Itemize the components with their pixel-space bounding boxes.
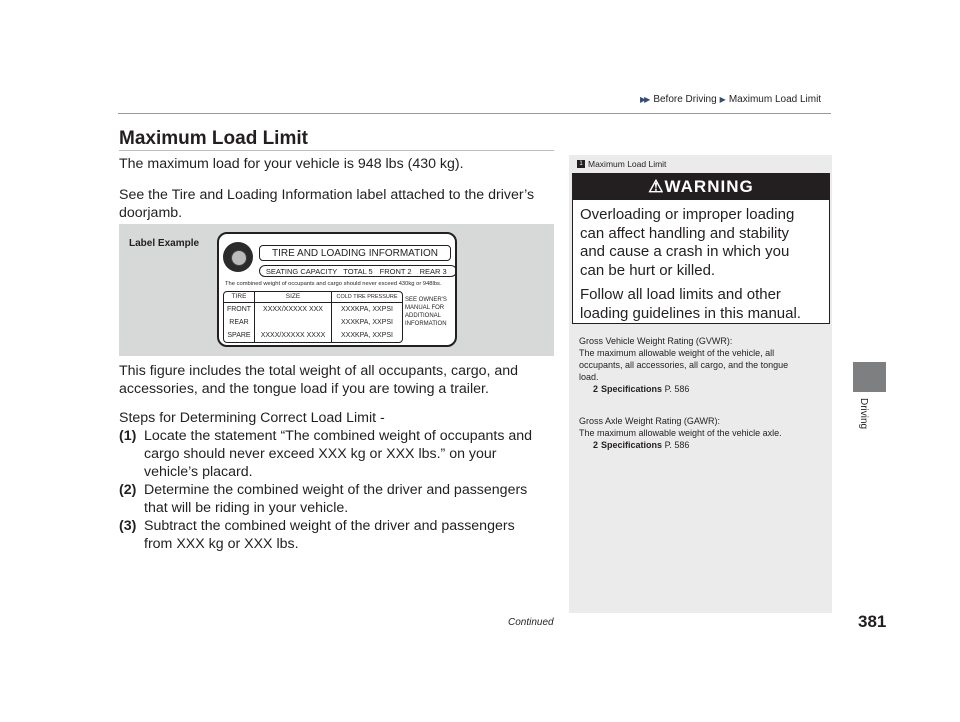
xref-page: P. 586 (664, 440, 690, 450)
text-line: from XXX kg or XXX lbs. (144, 536, 299, 552)
text-line: and cause a crash in which you (580, 243, 790, 260)
header-pressure: COLD TIRE PRESSURE (336, 294, 398, 300)
tire-icon (223, 242, 253, 272)
warning-paragraph (580, 286, 829, 323)
warning-box (572, 173, 830, 324)
specifications-link[interactable] (579, 384, 689, 394)
text-line: Overloading or improper loading (580, 206, 795, 223)
double-arrow-icon: ▶▶ (640, 95, 649, 104)
steps-list (119, 427, 559, 553)
table-row (224, 329, 402, 342)
warning-text (580, 206, 829, 323)
cross-reference-icon: 2 (593, 384, 599, 394)
combined-weight-statement: The combined weight of occupants and cargo should never exceed 430kg or 948lbs. (225, 281, 442, 287)
cell-pressure: XXXKPA, XXPSI (340, 319, 393, 326)
warning-paragraph (580, 206, 829, 280)
step-number: (1) (119, 428, 137, 444)
cell-size (255, 316, 332, 329)
gvwr-note (579, 335, 819, 395)
text-line: Locate the statement “The combined weight of occupants and (144, 428, 533, 444)
step-text (144, 427, 532, 481)
tire-label-title: TIRE AND LOADING INFORMATION (259, 245, 451, 261)
notes-heading (577, 159, 666, 169)
label-example-figure (119, 224, 554, 356)
list-item (119, 427, 559, 481)
see-manual-note: SEE OWNER'S MANUAL FOR ADDITIONAL INFORMATION (405, 297, 447, 327)
cell-tire: SPARE (224, 329, 255, 342)
seating-rear: REAR 3 (419, 266, 447, 276)
see-label-paragraph (119, 186, 559, 222)
list-item (119, 517, 559, 553)
text-line: The maximum allowable weight of the vehicle axle. (579, 428, 782, 438)
cell-size: XXXX/XXXXX XXX (255, 303, 332, 316)
arrow-icon: ▶ (719, 95, 724, 104)
side-notes (569, 155, 832, 613)
cell-size: XXXX/XXXXX XXXX (255, 329, 332, 342)
chapter-tab (853, 362, 886, 392)
text-line: accessories, and the tongue load if you are towing a trailer. (119, 381, 489, 397)
text-line: The maximum allowable weight of the vehicle, all (579, 348, 775, 358)
chapter-label: Driving (858, 398, 869, 430)
gvwr-title: Gross Vehicle Weight Rating (GVWR): (579, 336, 733, 346)
title-rule (119, 150, 554, 151)
continued-label: Continued (508, 617, 554, 628)
header-rule (118, 113, 831, 114)
xref-label: Specifications (601, 384, 663, 394)
step-text (144, 481, 527, 517)
xref-label: Specifications (601, 440, 663, 450)
text-line: doorjamb. (119, 205, 183, 221)
gawr-note (579, 415, 819, 451)
text-line: occupants, all accessories, all cargo, and the tongue (579, 360, 789, 370)
text-line: can affect handling and stability (580, 224, 790, 242)
text-line: loading guidelines in this manual. (580, 304, 801, 322)
step-number: (3) (119, 518, 137, 534)
cross-reference-icon: 2 (593, 440, 599, 450)
step-number: (2) (119, 482, 137, 498)
table-row (224, 303, 402, 316)
table-header (224, 292, 402, 303)
seating-total: TOTAL 5 (343, 266, 373, 276)
text-line: vehicle’s placard. (144, 464, 253, 480)
page-number: 381 (858, 612, 887, 631)
seating-capacity-row (259, 265, 457, 277)
cell-tire: FRONT (224, 303, 255, 316)
seating-capacity-label: SEATING CAPACITY (265, 266, 338, 276)
label-example-caption: Label Example (129, 238, 200, 249)
specifications-link[interactable] (579, 440, 689, 450)
text-line: can be hurt or killed. (580, 261, 716, 279)
cell-pressure: XXXKPA, XXPSI (340, 306, 393, 313)
warning-title: WARNING (664, 177, 754, 196)
breadcrumb (640, 94, 821, 105)
text-line: cargo should never exceed XXX kg or XXX lbs.” on your (144, 446, 497, 462)
steps-title: Steps for Determining Correct Load Limit - (119, 410, 385, 426)
cell-pressure: XXXKPA, XXPSI (340, 332, 393, 339)
warning-header (573, 174, 829, 200)
text-line: This figure includes the total weight of all occupants, cargo, and (119, 363, 519, 379)
header-tire: TIRE (224, 292, 255, 302)
notes-heading-text: Maximum Load Limit (588, 159, 667, 169)
text-line: Follow all load limits and other (580, 286, 781, 303)
figure-description (119, 362, 559, 398)
gawr-title: Gross Axle Weight Rating (GAWR): (579, 416, 721, 426)
text-line: load. (579, 372, 599, 382)
step-text (144, 517, 515, 553)
tire-pressure-table (223, 291, 403, 343)
page-title: Maximum Load Limit (119, 128, 308, 149)
seating-front: FRONT 2 (379, 266, 412, 276)
text-line: See the Tire and Loading Information label attached to the driver’s (119, 187, 535, 203)
header-size: SIZE (255, 292, 332, 302)
cell-tire: REAR (224, 316, 255, 329)
breadcrumb-section: Before Driving (653, 94, 717, 105)
text-line: that will be riding in your vehicle. (144, 500, 349, 516)
note-number-icon: 1 (577, 160, 585, 168)
max-load-paragraph: The maximum load for your vehicle is 948 lbs (430 kg). (119, 156, 464, 172)
table-row (224, 316, 402, 329)
xref-page: P. 586 (664, 384, 690, 394)
breadcrumb-page: Maximum Load Limit (728, 94, 822, 105)
list-item (119, 481, 559, 517)
text-line: Determine the combined weight of the driver and passengers (144, 482, 528, 498)
warning-triangle-icon: ⚠ (648, 177, 665, 196)
tire-loading-label (217, 232, 457, 347)
text-line: Subtract the combined weight of the driver and passengers (144, 518, 515, 534)
